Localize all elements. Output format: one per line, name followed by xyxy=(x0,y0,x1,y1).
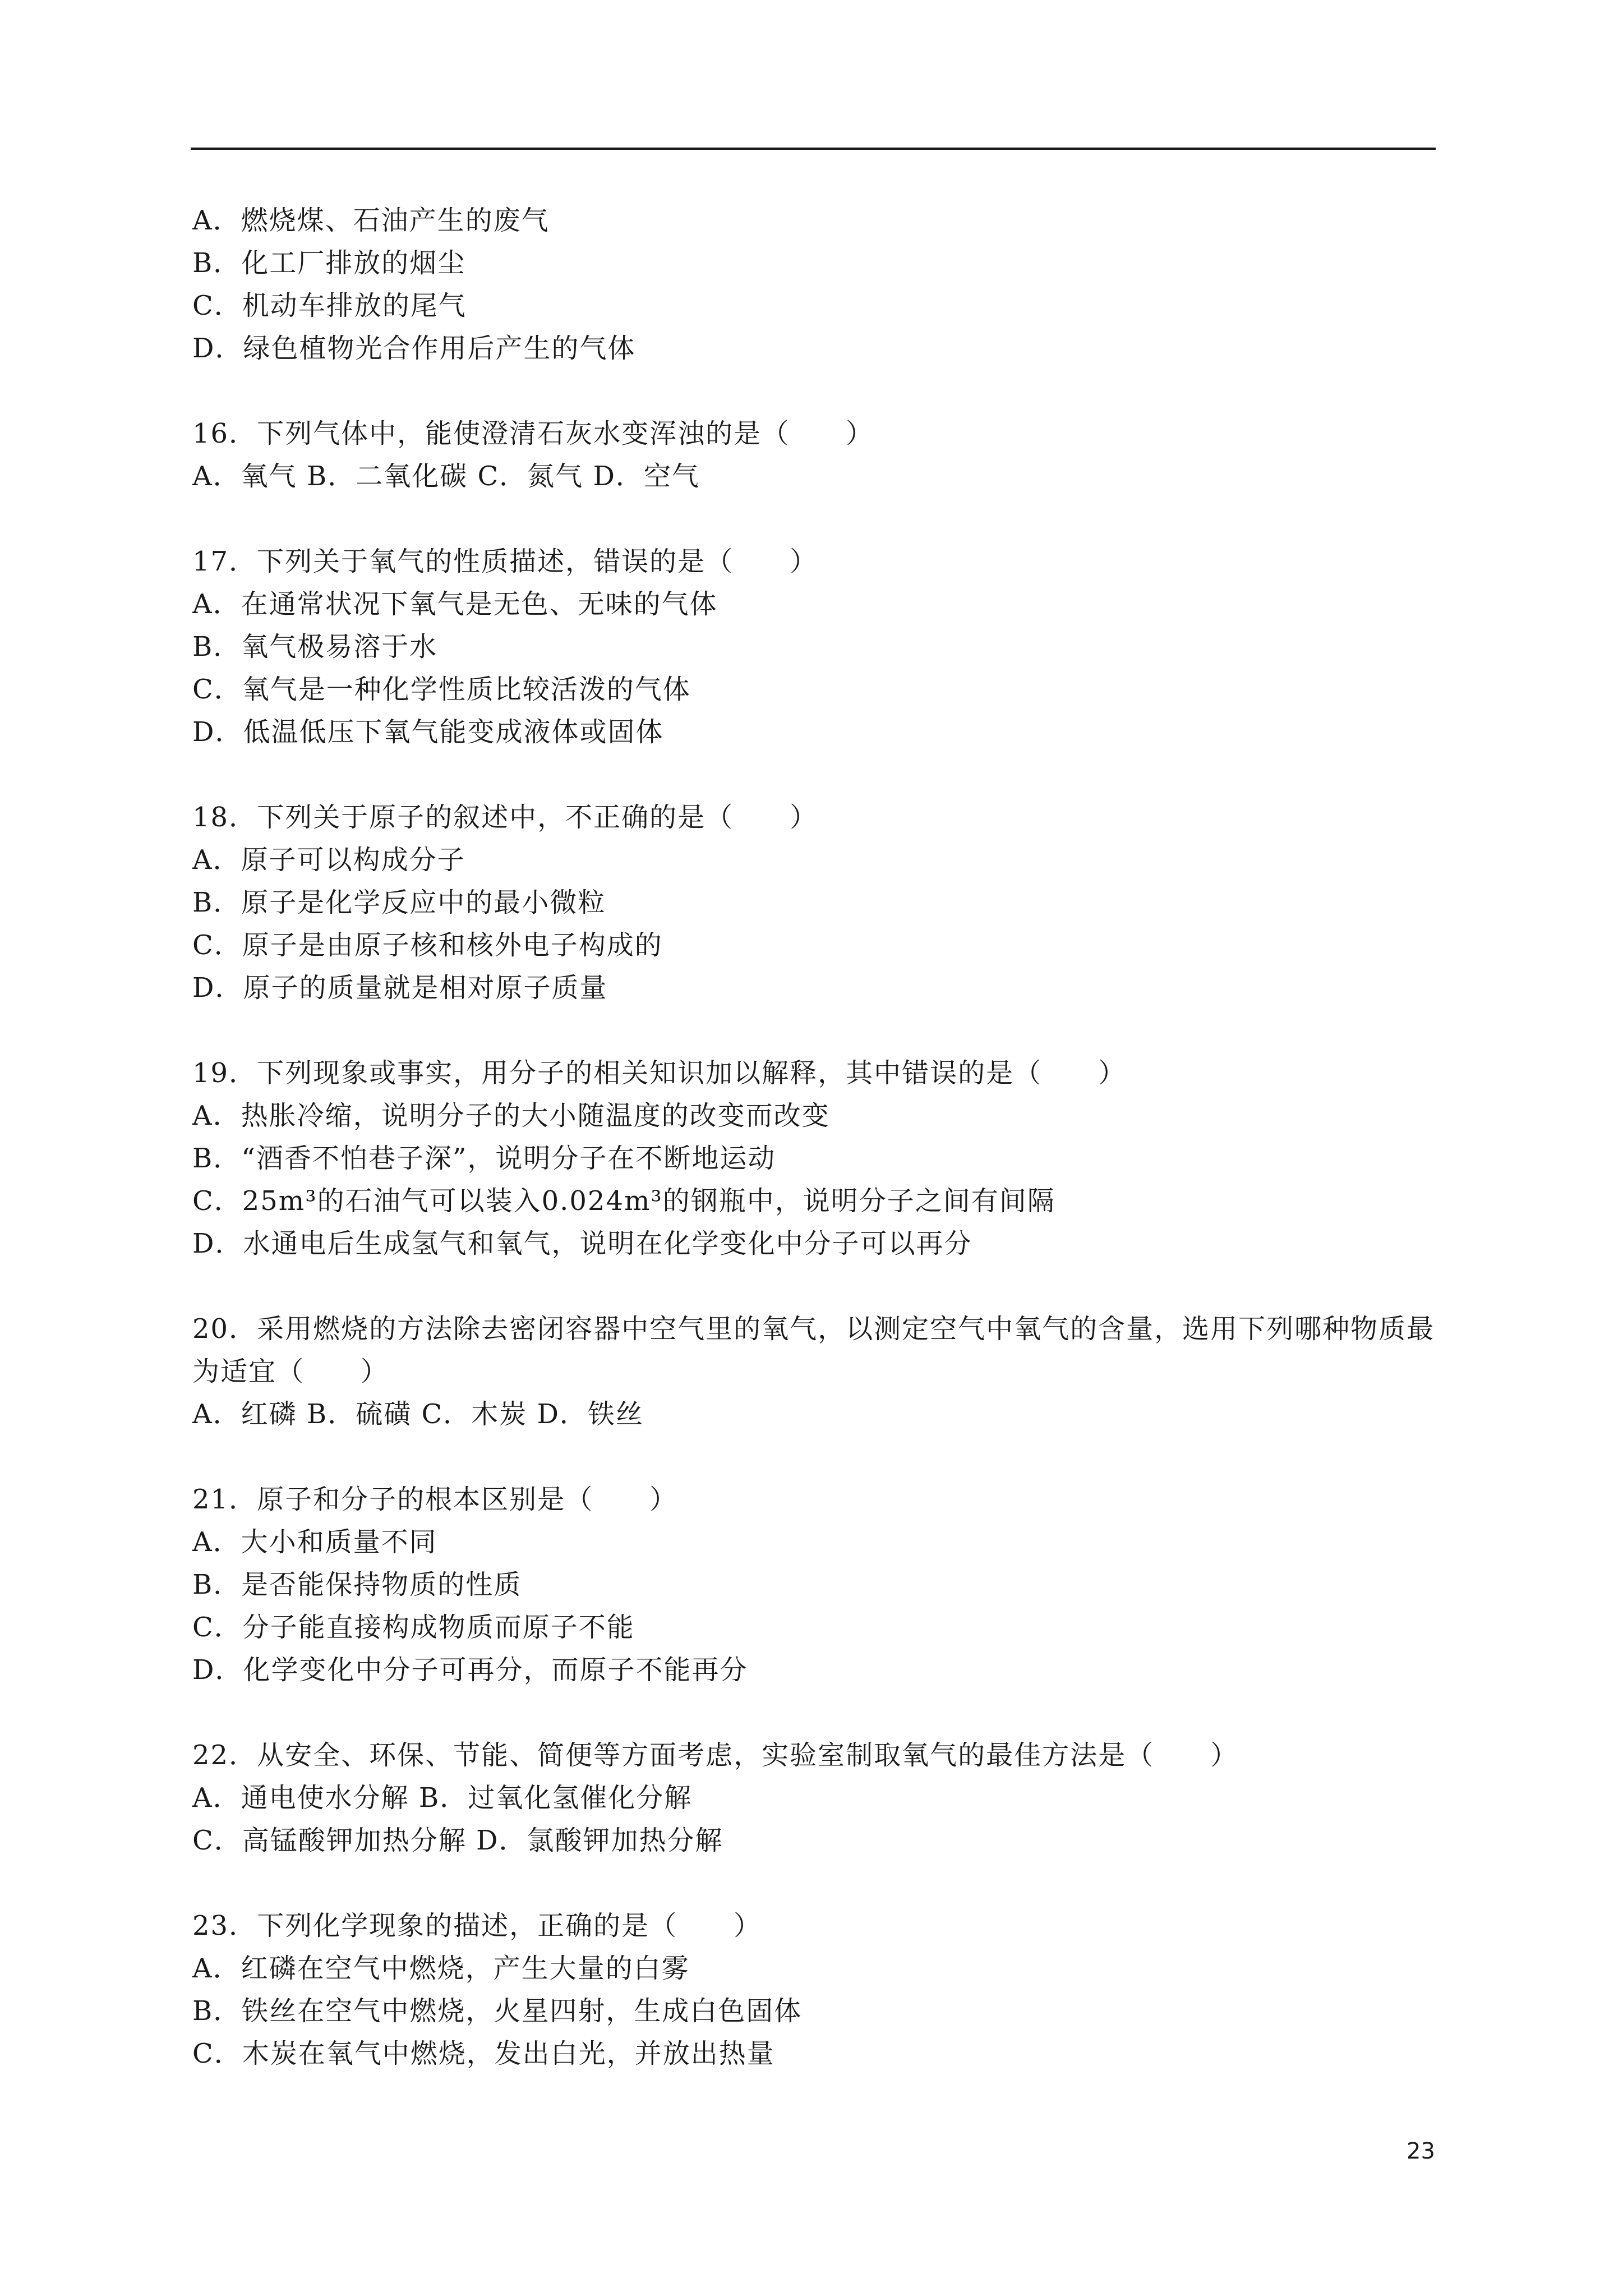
question-16 xyxy=(192,412,1443,498)
question-stem: 21．原子和分子的根本区别是（ ） xyxy=(192,1484,678,1515)
option-line: C．木炭在氧气中燃烧，发出白光，并放出热量 xyxy=(192,2038,775,2069)
option-line: C．机动车排放的尾气 xyxy=(192,290,467,321)
option-line: B．化工厂排放的烟尘 xyxy=(192,247,466,279)
option-line: B．“酒香不怕巷子深”，说明分子在不断地运动 xyxy=(192,1143,776,1174)
option-line: D．原子的质量就是相对原子质量 xyxy=(192,972,608,1004)
option-line: A．通电使水分解 B．过氧化氢催化分解 xyxy=(192,1782,693,1814)
option-line: B．原子是化学反应中的最小微粒 xyxy=(192,887,606,918)
question-stem: 16．下列气体中，能使澄清石灰水变浑浊的是（ ） xyxy=(192,418,874,449)
option-line: A．原子可以构成分子 xyxy=(192,844,465,876)
option-line: A．在通常状况下氧气是无色、无味的气体 xyxy=(192,588,718,620)
option-line: B．氧气极易溶于水 xyxy=(192,631,438,662)
option-line: A．大小和质量不同 xyxy=(192,1526,437,1558)
option-line: D．低温低压下氧气能变成液体或固体 xyxy=(192,716,664,748)
question-stem: 18．下列关于原子的叙述中，不正确的是（ ） xyxy=(192,802,818,833)
option-line: A．热胀冷缩，说明分子的大小随温度的改变而改变 xyxy=(192,1100,830,1131)
question-22 xyxy=(192,1734,1443,1862)
option-line: B．是否能保持物质的性质 xyxy=(192,1569,522,1600)
question-stem: 19．下列现象或事实，用分子的相关知识加以解释，其中错误的是（ ） xyxy=(192,1057,1127,1089)
header-rule xyxy=(191,148,1436,150)
question-19 xyxy=(192,1052,1443,1265)
option-line: D．化学变化中分子可再分，而原子不能再分 xyxy=(192,1654,748,1686)
option-line: A．红磷 B．硫磺 C．木炭 D．铁丝 xyxy=(192,1398,644,1430)
page-number: 23 xyxy=(1407,2138,1435,2164)
option-line: C．原子是由原子核和核外电子构成的 xyxy=(192,930,663,961)
question-15-continued xyxy=(192,199,1443,370)
question-list xyxy=(192,199,1443,2075)
option-line: A．红磷在空气中燃烧，产生大量的白雾 xyxy=(192,1953,690,1984)
question-18 xyxy=(192,796,1443,1009)
option-line: C．分子能直接构成物质而原子不能 xyxy=(192,1612,635,1643)
question-21 xyxy=(192,1478,1443,1691)
option-line: C．氧气是一种化学性质比较活泼的气体 xyxy=(192,674,691,705)
question-20 xyxy=(192,1308,1443,1435)
option-line: A．氧气 B．二氧化碳 C．氮气 D．空气 xyxy=(192,461,700,492)
option-line: D．水通电后生成氢气和氧气，说明在化学变化中分子可以再分 xyxy=(192,1228,972,1259)
option-line: C．高锰酸钾加热分解 D．氯酸钾加热分解 xyxy=(192,1825,723,1856)
question-stem: 23．下列化学现象的描述，正确的是（ ） xyxy=(192,1910,762,1941)
question-stem: 22．从安全、环保、节能、简便等方面考虑，实验室制取氧气的最佳方法是（ ） xyxy=(192,1740,1239,1771)
question-stem: 20．采用燃烧的方法除去密闭容器中空气里的氧气，以测定空气中氧气的含量，选用下列哪种物质最为适宜（ ） xyxy=(192,1313,1435,1387)
question-23 xyxy=(192,1904,1443,2075)
question-stem: 17．下列关于氧气的性质描述，错误的是（ ） xyxy=(192,546,818,577)
question-17 xyxy=(192,540,1443,753)
option-line: B．铁丝在空气中燃烧，火星四射，生成白色固体 xyxy=(192,1995,803,2027)
option-line: C．25m³的石油气可以装入0.024m³的钢瓶中，说明分子之间有间隔 xyxy=(192,1185,1055,1217)
option-line: A．燃烧煤、石油产生的废气 xyxy=(192,205,550,236)
option-line: D．绿色植物光合作用后产生的气体 xyxy=(192,333,636,364)
